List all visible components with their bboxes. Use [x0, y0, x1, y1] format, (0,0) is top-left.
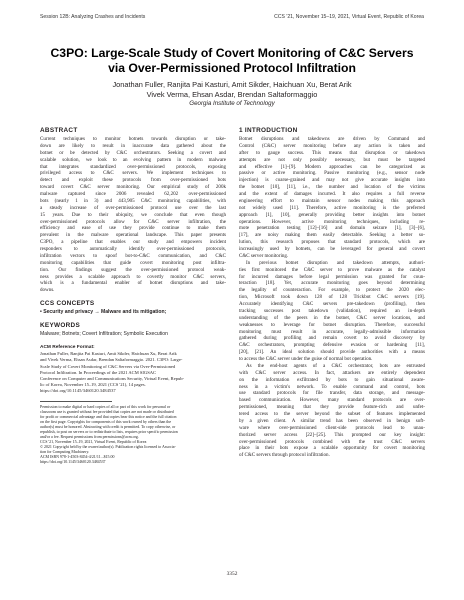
reference-line: and Vivek Verma, Ehsan Asdar, Brendan Saltaformaggio. 2021. C3PO: Large-: [40, 357, 183, 363]
introduction-line: weaknesses to leverage for botnet disruption. Therefore, successful: [239, 321, 425, 328]
abstract-line: downs.: [40, 287, 55, 294]
footnote-divider: [40, 401, 112, 402]
footnote-line: and/or a fee. Request permissions from permissions@acm.org.: [40, 433, 139, 439]
abstract-line: C3PO, a pipeline that enables our study and empowers incident: [40, 239, 226, 246]
introduction-line: understanding of the peers in the botnet, C&C server locations, and: [239, 314, 425, 321]
right-column: [239, 127, 425, 459]
introduction-paragraph: [239, 363, 425, 459]
introduction-line: permissioned, meaning that they provide feature-rich and unfet-: [239, 404, 425, 411]
abstract-line: monitoring capabilities that guide covert monitoring post infiltra-: [40, 259, 226, 266]
introduction-line: on the information exfiltrated by bots to gain situational aware-: [239, 376, 425, 383]
abstract-line: responders to automatically identify over-permissioned protocols,: [40, 246, 226, 252]
reference-line: Jonathan Fuller, Ranjita Pai Kasturi, Amit Sikder, Haichuan Xu, Berat Arik: [40, 351, 177, 357]
keywords-text: Malware; Botnets; Covert Infiltration; Symbolic Execution: [40, 331, 168, 338]
introduction-line: mote penetration testing [12]–[16] and domain seizure [1], [3]–[6],: [239, 225, 425, 232]
abstract-line: which is a fundamental enabler of botnet disruptions and take-: [40, 280, 226, 287]
introduction-line: to access the C&C server under the guise of normal bot operation.: [239, 356, 373, 362]
footnote-line: ACM ISBN 978-1-4503-8454-4/21/11...$15.00: [40, 454, 115, 460]
introduction-paragraph: [239, 136, 425, 260]
introduction-line: injection) is coarse-grained and may not give accurate insights into: [239, 177, 425, 184]
introduction-line: Control (C&C) server monitoring before any action is taken and: [239, 142, 425, 149]
abstract-line: efficiency and ease of use they provide continue to make them: [40, 225, 226, 232]
introduction-line: attempts are not only possibly necessary, but must be targeted: [239, 156, 425, 163]
abstract-line: bots (nearly 1 in 3) and 443,905 C&C monitoring capabilities, with: [40, 197, 226, 204]
introduction-line: increasingly used by botnets, can be leveraged for general and covert: [239, 246, 425, 252]
introduction-line: tion, Microsoft took down 128 of 128 Trickbot C&C servers [19].: [239, 294, 425, 301]
introduction-paragraph: [239, 260, 425, 363]
introduction-line: thorized server access [22]–[25]. This prompted our key insight:: [239, 431, 425, 438]
abstract-line: down are likely to result in inaccurate data gathered about the: [40, 142, 226, 149]
introduction-line: lution, this research proposes that standard protocols, which are: [239, 239, 425, 246]
abstract-body: [40, 136, 226, 294]
authors-line-2: Vivek Verma, Ehsan Asdar, Brendan Saltaformaggio: [146, 90, 318, 99]
abstract-line: infiltration vectors to spoof bot-to-C&C communication, and C&C: [40, 252, 226, 259]
introduction-line: As the end-host agents of a C&C orchestrator, bots are entrusted: [246, 362, 425, 369]
abstract-line: detect and exploit these protocols from over-permissioned bots: [40, 177, 226, 184]
abstract-line: botnet or be detected by C&C orchestrators. Seeking a covert and: [40, 149, 226, 156]
reference-format-body: [40, 351, 226, 394]
author-block: [24, 80, 440, 108]
footnote-line: © 2021 Copyright held by the owner/author(s). Publication rights licensed to Associa-: [40, 443, 176, 449]
introduction-line: tracking successes post takedown (validation), required an in-depth: [239, 307, 425, 314]
ccs-concepts-heading: CCS CONCEPTS: [40, 300, 95, 308]
introduction-line: approach [1], [10], generally providing better insights into botnet: [239, 211, 425, 218]
introduction-line: with C&C server access. In fact, attackers are entirely dependent: [239, 369, 425, 376]
introduction-heading: 1 INTRODUCTION: [239, 127, 298, 134]
introduction-line: teraction [18]. Yet, accurate monitoring goes beyond determining: [239, 280, 425, 287]
title-line-2: via Over-Permissioned Protocol Infiltration: [108, 61, 356, 75]
introduction-line: ties first monitored the C&C server to prove malware as the catalyst: [239, 266, 425, 273]
page-number: 3352: [226, 571, 238, 577]
introduction-line: tered access to the server beyond the subset of features implemented: [239, 411, 425, 417]
reference-line: https://doi.org/10.1145/3460120.3484537: [40, 388, 116, 394]
introduction-line: operations. However, active monitoring techniques, including re-: [239, 218, 425, 225]
abstract-line: that integrates standardized over-permissioned protocols, exposing: [40, 163, 226, 170]
abstract-line: Current techniques to monitor botnets towards disruption or take-: [40, 136, 226, 142]
introduction-line: the botnet [10], [11], i.e., the number and location of the victims: [239, 184, 425, 191]
introduction-line: Accurately identifying C&C servers pre-takedown (profiling), then: [239, 301, 425, 307]
footnote-line: Permission to make digital or hard copies of all or part of this work for personal or: [40, 403, 171, 409]
abstract-line: over-permissioned protocols allow for C&C server infiltration, the: [40, 218, 226, 225]
footnote-line: CCS '21, November 15–19, 2021, Virtual Event, Republic of Korea: [40, 438, 147, 444]
introduction-body: [239, 136, 425, 459]
footnote-line: on the first page. Copyrights for components of this work owned by others than the: [40, 418, 172, 424]
introduction-line: the legality of counteraction. For example, to protect the 2020 elec-: [239, 287, 425, 294]
abstract-heading: ABSTRACT: [40, 127, 78, 134]
introduction-line: In previous botnet disruption and takedown attempts, authori-: [246, 259, 425, 266]
introduction-line: monitoring must result in accurate, legally-admissible information: [239, 328, 425, 335]
introduction-line: ness in a victim's network. To enable command and control, bots: [239, 383, 425, 390]
left-column: [40, 127, 226, 464]
running-header-left: Session 12B: Analyzing Crashes and Incidents: [40, 14, 146, 20]
introduction-line: [17], are noisy making them easily detectable. Seeking a better so-: [239, 232, 425, 239]
abstract-line: tion. Our findings suggest the over-permissioned protocol weak-: [40, 266, 226, 273]
footnote-line: for profit or commercial advantage and that copies bear this notice and the full citation: [40, 413, 177, 419]
introduction-line: not widely used [11]. Therefore, active monitoring is the preferred: [239, 204, 425, 211]
footnote-line: author(s) must be honored. Abstracting with credit is permitted. To copy otherwise, or: [40, 423, 176, 429]
abstract-line: privileged access to C&C servers. We implement techniques to: [40, 170, 226, 177]
introduction-line: passive or active monitoring. Passive monitoring (e.g., sensor node: [239, 170, 425, 177]
footnote-line: https://doi.org/10.1145/3460120.3484537: [40, 459, 106, 465]
introduction-line: of C&C servers through protocol infiltration.: [239, 452, 330, 459]
footnote-line: republish, to post on servers or to redistribute to lists, requires prior specific permission: [40, 428, 178, 434]
footnote-line: classroom use is granted without fee provided that copies are not made or distributed: [40, 408, 174, 414]
abstract-line: malware captured since 2006 revealed 62,202 over-permissioned: [40, 191, 226, 197]
abstract-line: 15 years. Due to their ubiquity, we conclude that even though: [40, 211, 226, 218]
title-line-1: C3PO: Large-Scale Study of Covert Monitoring of C&C Servers: [50, 46, 414, 60]
introduction-line: gathered during profiling and remain covert to avoid discovery by: [239, 335, 425, 342]
introduction-line: place in their bots expose a scalable opportunity for covert monitoring: [239, 445, 425, 452]
reference-line: Scale Study of Covert Monitoring of C&C Servers via Over-Permissioned: [40, 363, 176, 369]
introduction-line: Botnet disruptions and takedowns are driven by Command and: [239, 136, 425, 142]
affiliation: Georgia Institute of Technology: [189, 100, 275, 107]
abstract-line: prevalent in the malware operational landscape. This paper presents: [40, 232, 226, 239]
reference-format-heading: ACM Reference Format:: [40, 345, 95, 351]
reference-line: lic of Korea, November 15–19, 2021 (CCS '21), 14 pages.: [40, 382, 146, 388]
introduction-line: ware where over-permissioned client-side protocols lead to unau-: [239, 424, 425, 431]
ccs-concepts-value: • Security and privacy → Malware and its mitigation;: [40, 309, 167, 316]
introduction-line: for incurred damages before legal permission was granted for coun-: [239, 273, 425, 280]
introduction-line: C&C orchestrators, prompting defensive evasion or hardening [11],: [239, 342, 425, 349]
reference-line: Protocol Infiltration. In Proceedings of the 2021 ACM SIGSAC: [40, 369, 157, 375]
introduction-line: use standard protocols for file transfer, data storage, and message-: [239, 390, 425, 397]
introduction-line: by a given client. A similar trend has been observed in benign soft-: [239, 417, 425, 424]
paper-title: [24, 46, 440, 76]
introduction-line: over-permissioned protocols combined with the trust C&C servers: [239, 438, 425, 445]
introduction-line: based communication. However, many standard protocols are over-: [239, 397, 425, 404]
running-header-right: CCS '21, November 15–19, 2021, Virtual Event, Republic of Korea: [274, 14, 424, 20]
introduction-line: [20], [21]. An ideal solution should provide authorities with a means: [239, 349, 425, 356]
reference-line: Conference on Computer and Communications Security, Virtual Event, Repub-: [40, 375, 185, 381]
authors-line-1: Jonathan Fuller, Ranjita Pai Kasturi, Amit Sikder, Haichuan Xu, Berat Arik: [112, 80, 352, 89]
introduction-line: and effective [1]–[9]. Modern approaches can be categorized as: [239, 163, 425, 170]
keywords-heading: KEYWORDS: [40, 322, 81, 330]
footnote-line: tion for Computing Machinery.: [40, 448, 90, 454]
introduction-line: and the extent of damages incurred. It also requires a full reverse: [239, 191, 425, 197]
abstract-line: a steady increase of over-permissioned protocol use over the last: [40, 204, 226, 211]
introduction-line: after to gauge success. This means that disruption or takedown: [239, 149, 425, 156]
abstract-line: toward covert C&C server monitoring. Our empirical study of 200k: [40, 184, 226, 191]
introduction-line: C&C server monitoring.: [239, 252, 289, 259]
permission-footnote: [40, 404, 226, 465]
abstract-line: ness provides a scalable approach to covertly monitor C&C servers,: [40, 273, 226, 280]
introduction-line: engineering effort to maintain sensor nodes making this approach: [239, 197, 425, 204]
ccs-concepts-text: [40, 309, 226, 316]
abstract-line: scalable solution, we look to an evolving pattern in modern malware: [40, 156, 226, 163]
